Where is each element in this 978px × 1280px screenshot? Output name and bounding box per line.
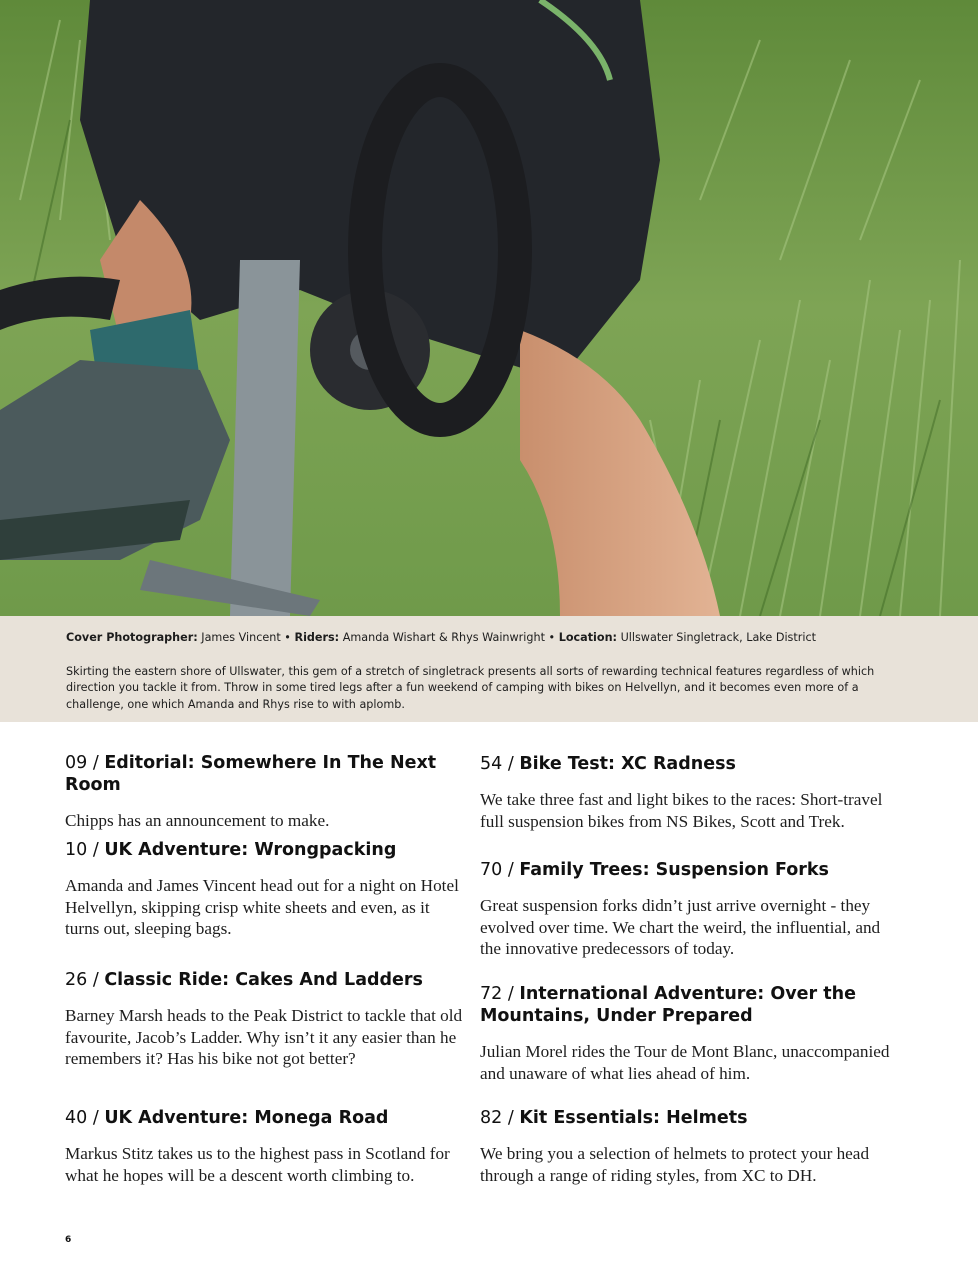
location-name: Ullswater Singletrack, Lake District xyxy=(620,631,817,644)
entry-heading xyxy=(65,839,465,861)
entry-title: Bike Test: XC Radness xyxy=(519,754,736,774)
separator: • xyxy=(284,631,291,644)
entry-heading xyxy=(480,753,890,775)
entry-description: Amanda and James Vincent head out for a night on Hotel Helvellyn, skipping crisp white sheets and even, as it turns out, sleeping bags. xyxy=(65,876,459,938)
contents-entry[interactable] xyxy=(480,1107,890,1186)
photographer-label: Cover Photographer: xyxy=(66,631,198,644)
cover-credits xyxy=(66,630,912,647)
contents-entry[interactable] xyxy=(65,969,465,1070)
entry-page: 09 / xyxy=(65,753,99,773)
entry-title: Kit Essentials: Helmets xyxy=(519,1108,748,1128)
entry-heading xyxy=(480,1107,890,1129)
entry-title: International Adventure: Over the Mountains, Under Prepared xyxy=(480,984,856,1026)
page-number: 6 xyxy=(65,1235,72,1245)
entry-page: 26 / xyxy=(65,970,99,990)
entry-heading xyxy=(65,969,465,991)
entry-page: 82 / xyxy=(480,1108,514,1128)
cover-caption xyxy=(0,616,978,722)
contents-entry[interactable] xyxy=(65,1107,465,1186)
entry-page: 10 / xyxy=(65,840,99,860)
contents-entry[interactable] xyxy=(480,983,890,1084)
entry-heading xyxy=(65,1107,465,1129)
entry-description: Barney Marsh heads to the Peak District to tackle that old favourite, Jacob’s Ladder. Why isn’t it any easier than he remembers it? Has his bike not got better? xyxy=(65,1006,463,1068)
contents-entry[interactable] xyxy=(65,752,465,832)
entry-title: Classic Ride: Cakes And Ladders xyxy=(104,970,423,990)
entry-description: We bring you a selection of helmets to protect your head through a range of riding styles, from XC to DH. xyxy=(480,1144,870,1185)
entry-page: 54 / xyxy=(480,754,514,774)
cover-photo xyxy=(0,0,978,616)
entry-description: We take three fast and light bikes to the races: Short-travel full suspension bikes from NS Bikes, Scott and Trek. xyxy=(480,790,883,831)
cover-caption-text: Skirting the eastern shore of Ullswater, this gem of a stretch of singletrack presents all sorts of rewarding technical features regardless of which direction you tackle it from. Throw in some tired legs after a fun weekend of camping with bikes on Helvellyn, and it becomes even more of a challenge, one which Amanda and Rhys rise to with aplomb. xyxy=(66,664,875,711)
entry-page: 72 / xyxy=(480,984,514,1004)
mountain-biker-illustration xyxy=(0,0,978,616)
entry-description: Great suspension forks didn’t just arrive overnight - they evolved over time. We chart the weird, the influential, and the innovative predecessors of today. xyxy=(480,896,881,958)
entry-description: Julian Morel rides the Tour de Mont Blanc, unaccompanied and unaware of what lies ahead of him. xyxy=(480,1042,890,1083)
riders-label: Riders: xyxy=(294,631,340,644)
entry-page: 70 / xyxy=(480,860,514,880)
entry-heading xyxy=(480,859,890,881)
entry-page: 40 / xyxy=(65,1108,99,1128)
entry-title: Editorial: Somewhere In The Next Room xyxy=(65,753,437,795)
contents-entry[interactable] xyxy=(480,859,890,960)
entry-heading xyxy=(480,983,890,1027)
entry-title: UK Adventure: Monega Road xyxy=(104,1108,389,1128)
contents-entry[interactable] xyxy=(65,839,465,940)
photographer-name: James Vincent xyxy=(201,631,281,644)
entry-heading xyxy=(65,752,465,796)
location-label: Location: xyxy=(558,631,618,644)
separator: • xyxy=(548,631,556,644)
contents-entry[interactable] xyxy=(480,753,890,832)
entry-description: Markus Stitz takes us to the highest pass in Scotland for what he hopes will be a descent worth climbing to. xyxy=(65,1144,450,1185)
riders-names: Amanda Wishart & Rhys Wainwright xyxy=(342,631,545,644)
entry-description: Chipps has an announcement to make. xyxy=(65,811,330,830)
entry-title: Family Trees: Suspension Forks xyxy=(519,860,829,880)
entry-title: UK Adventure: Wrongpacking xyxy=(104,840,397,860)
